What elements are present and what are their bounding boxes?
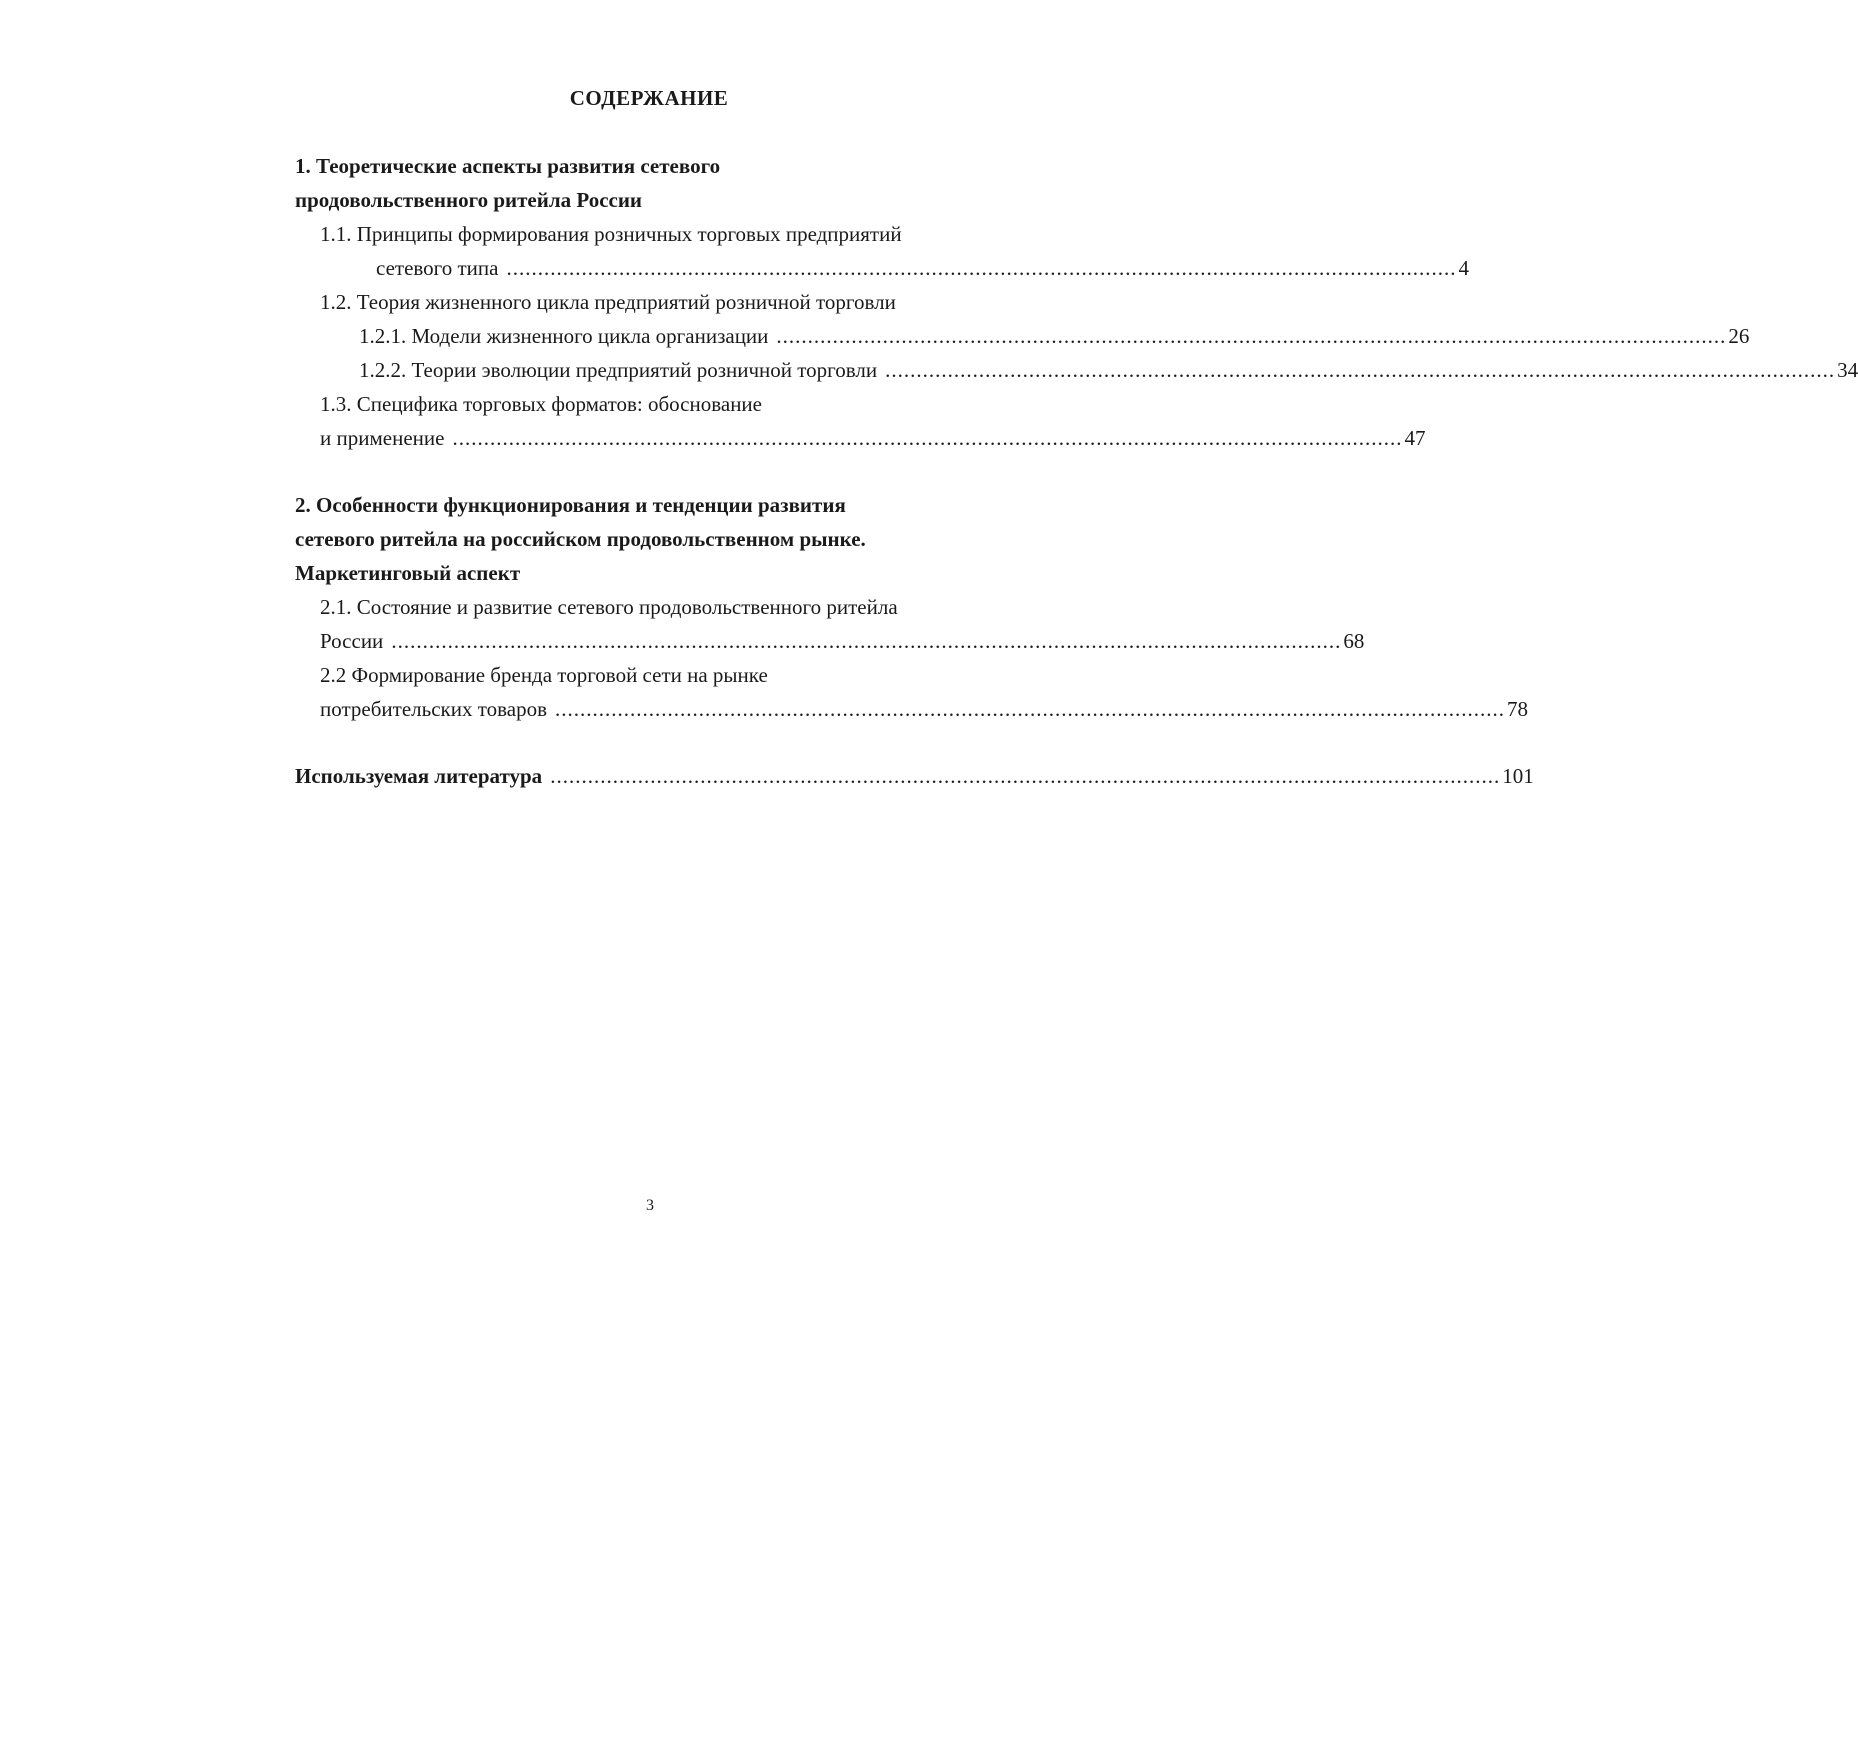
- toc-entry-literature[interactable]: [295, 763, 1534, 789]
- section-2-2-line-2: потребительских товаров: [320, 697, 547, 721]
- page-number-2-1: 68: [1343, 629, 1365, 653]
- page-number-literature: 101: [1502, 764, 1534, 788]
- page-number-1-2-1: 26: [1728, 324, 1750, 348]
- dot-leader: ........................................................................................................................................................: [776, 324, 1727, 348]
- section-2-1-line-2: России: [320, 629, 384, 653]
- section-2-1-line-1: 2.1. Состояние и развитие сетевого продовольственного ритейла: [320, 595, 898, 619]
- toc-entry-1-3[interactable]: [320, 425, 1426, 451]
- section-1-3-line-2: и применение: [320, 426, 445, 450]
- section-1-1-line-2: сетевого типа: [376, 256, 499, 280]
- dot-leader: ........................................................................................................................................................: [554, 697, 1505, 721]
- toc-entry-1-2-1[interactable]: [359, 323, 1750, 349]
- page-number-1-1: 4: [1458, 256, 1469, 280]
- section-1-3-line-1: 1.3. Специфика торговых форматов: обоснование: [320, 392, 762, 416]
- page-number-1-2-2: 34: [1837, 358, 1858, 382]
- chapter-2-title-line-1: 2. Особенности функционирования и тенденции развития: [295, 493, 846, 517]
- section-2-2-line-1: 2.2 Формирование бренда торговой сети на рынке: [320, 663, 768, 687]
- toc-entry-2-2[interactable]: [320, 696, 1528, 722]
- chapter-1-title-line-2: продовольственного ритейла России: [295, 188, 643, 212]
- chapter-1-title-line-1: 1. Теоретические аспекты развития сетевого: [295, 154, 721, 178]
- toc-entry-2-1[interactable]: [320, 628, 1365, 654]
- section-1-1-line-1: 1.1. Принципы формирования розничных торговых предприятий: [320, 222, 902, 246]
- dot-leader: ........................................................................................................................................................: [506, 256, 1457, 280]
- dot-leader: ........................................................................................................................................................: [550, 764, 1501, 788]
- toc-entry-1-1[interactable]: [376, 255, 1469, 281]
- section-1-2-title: 1.2. Теория жизненного цикла предприятий розничной торговли: [320, 290, 896, 314]
- chapter-2-title-line-2: сетевого ритейла на российском продовольственном рынке.: [295, 527, 866, 551]
- page-number-2-2: 78: [1506, 697, 1528, 721]
- section-1-2-2-title: 1.2.2. Теории эволюции предприятий розничной торговли: [359, 358, 878, 382]
- chapter-2-title-line-3: Маркетинговый аспект: [295, 561, 521, 585]
- page-number-1-3: 47: [1404, 426, 1426, 450]
- dot-leader: ........................................................................................................................................................: [452, 426, 1403, 450]
- toc-entry-1-2-2[interactable]: [359, 357, 1858, 383]
- dot-leader: ........................................................................................................................................................: [391, 629, 1342, 653]
- section-1-2-1-title: 1.2.1. Модели жизненного цикла организации: [359, 324, 769, 348]
- page-number: 3: [646, 1197, 654, 1214]
- literature-title: Используемая литература: [295, 764, 543, 788]
- dot-leader: ........................................................................................................................................................: [885, 358, 1836, 382]
- toc-title: СОДЕРЖАНИЕ: [569, 86, 729, 110]
